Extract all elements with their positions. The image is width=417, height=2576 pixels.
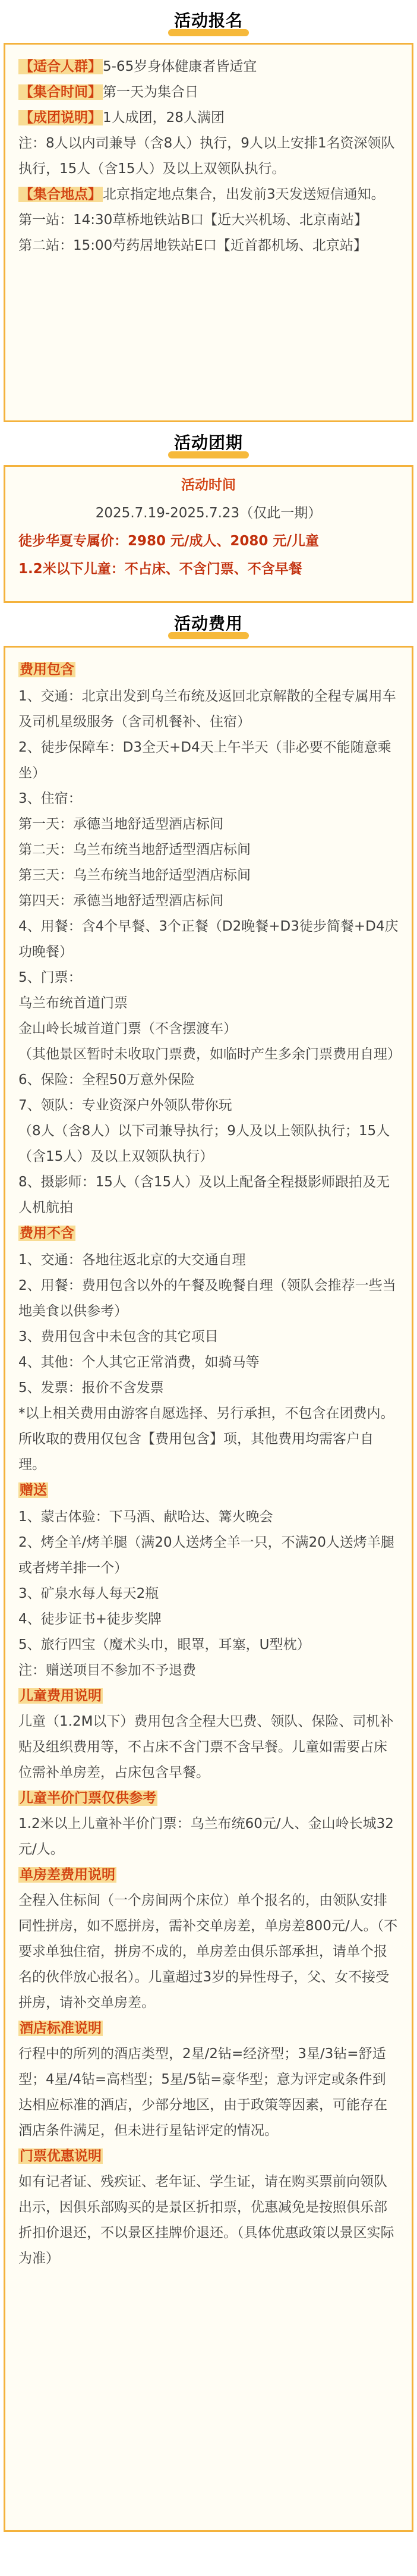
list-item: 2、烤全羊/烤羊腿（满20人送烤全羊一只，不满20人送烤羊腿或者烤羊排一个）: [18, 1535, 394, 1576]
dates: 2025.7.19-2025.7.23（仅此一期）: [95, 505, 322, 521]
list-item: 3、住宿：: [18, 791, 82, 806]
list-item: 第二天：乌兰布统当地舒适型酒店标间: [18, 842, 251, 857]
excluded-heading-row: [18, 1221, 399, 1246]
section-title: 活动团期: [157, 428, 260, 460]
audience-row: [18, 54, 399, 80]
list-item: 8、摄影师：15人（含15人）及以上配备全程摄影师跟拍及无人机航拍: [18, 1174, 390, 1215]
single-room-heading-row: [18, 1862, 399, 1888]
gift-heading-row: [18, 1478, 399, 1503]
gift-heading: 赠送: [20, 1482, 47, 1498]
list-item: 金山岭长城首道门票（不含摆渡车）: [18, 1021, 237, 1036]
child-heading: 儿童费用说明: [20, 1688, 102, 1704]
child-heading-row: [18, 1683, 399, 1709]
group-label: 【成团说明】: [20, 110, 102, 125]
included-heading: 费用包含: [20, 662, 74, 677]
audience-value: 5-65岁身体健康者皆适宜: [103, 59, 257, 74]
list-item: 乌兰布统首道门票: [18, 995, 128, 1011]
excluded-heading: 费用不含: [20, 1226, 74, 1241]
registration-box: [4, 43, 413, 422]
section-header-registration: [0, 0, 417, 43]
hotel-text: 行程中的所列的酒店类型，2星/2钻=经济型；3星/3钻=舒适型；4星/4钻=高档型；5星/5钻=豪华型；意为评定或条件到达相应标准的酒店，少部分地区，由于政策等因素，可能存在酒店条件满足，但未进行星钻评定的情况。: [18, 2046, 387, 2138]
time-heading: 活动时间: [181, 477, 236, 493]
list-item: 4、用餐：含4个早餐、3个正餐（D2晚餐+D3徒步简餐+D4庆功晚餐）: [18, 919, 399, 960]
list-item: 2、用餐：费用包含以外的午餐及晚餐自理（领队会推荐一些当地美食以供参考）: [18, 1278, 396, 1319]
ticket-discount-text: 如有记者证、残疾证、老年证、学生证，请在购买票前向领队出示，因俱乐部购买的是景区折扣票，优惠减免是按照俱乐部折扣价退还，不以景区挂牌价退还。（具体优惠政策以景区实际为准）: [18, 2174, 394, 2266]
list-item: 6、保险：全程50万意外保险: [18, 1072, 195, 1088]
group-value: 1人成团，28人满团: [103, 110, 225, 125]
list-item: *以上相关费用由游客自愿选择、另行承担，不包含在团费内。所收取的费用仅包含【费用包含】项，其他费用均需客户自理。: [18, 1406, 394, 1472]
list-item: 4、其他：个人其它正常消费，如骑马等: [18, 1355, 260, 1370]
list-item: 1、交通：各地往返北京的大交通自理: [18, 1252, 246, 1268]
stop-2: 第二站：15:00芍药居地铁站E口【近首都机场、北京站】: [18, 238, 367, 253]
list-item: 第一天：承德当地舒适型酒店标间: [18, 816, 223, 832]
gather-time-label: 【集合时间】: [20, 84, 102, 100]
section-header-fees: [0, 603, 417, 646]
hotel-heading-row: [18, 2016, 399, 2041]
gather-time-value: 第一天为集合日: [103, 84, 198, 100]
list-item: 第四天：承德当地舒适型酒店标间: [18, 893, 223, 909]
list-item: 1、交通：北京出发到乌兰布统及返回北京解散的全程专属用车及司机星级服务（含司机餐补、住宿）: [18, 689, 396, 730]
list-item: （其他景区暂时未收取门票费，如临时产生多余门票费用自理）: [18, 1047, 401, 1062]
list-item: 3、费用包含中未包含的其它项目: [18, 1329, 219, 1344]
list-item: 注：赠送项目不参加不予退费: [18, 1663, 196, 1678]
single-room-text: 全程入住标间（一个房间两个床位）单个报名的，由领队安排同性拼房，如不愿拼房，需补交单房差，单房差800元/人。（不要求单独住宿，拼房不成的，单房差由俱乐部承担，请单个报名的伙伴放心报名）。儿童超过3岁的异性母子，父、女不接受拼房，请补交单房差。: [18, 1893, 398, 2010]
list-item: （8人（含8人）以下司兼导执行；9人及以上领队执行；15人（含15人）及以上双领队执行）: [18, 1123, 390, 1164]
stop-1: 第一站：14:30草桥地铁站B口【近大兴机场、北京南站】: [18, 212, 368, 228]
list-item: 第三天：乌兰布统当地舒适型酒店标间: [18, 868, 251, 883]
list-item: 2、徒步保障车：D3全天+D4天上午半天（非必要不能随意乘坐）: [18, 740, 391, 781]
ticket-discount-heading-row: [18, 2144, 399, 2169]
list-item: 5、旅行四宝（魔术头巾，眼罩，耳塞，U型枕）: [18, 1637, 311, 1653]
half-ticket-heading: 儿童半价门票仅供参考: [20, 1790, 156, 1806]
gift-list: [18, 1504, 399, 1683]
price-child: 1.2米以下儿童：不占床、不含门票、不含早餐: [18, 561, 302, 577]
place-value: 北京指定地点集合，出发前3天发送短信通知。: [103, 187, 385, 202]
group-row: [18, 105, 399, 131]
list-item: 1、蒙古体验：下马酒、献哈达、篝火晚会: [18, 1509, 273, 1525]
list-item: 4、徒步证书+徒步奖牌: [18, 1611, 162, 1627]
ticket-discount-heading: 门票优惠说明: [20, 2148, 102, 2164]
excluded-list: [18, 1248, 399, 1478]
list-item: 5、门票：: [18, 970, 82, 985]
list-item: 7、领队：专业资深户外领队带你玩: [18, 1098, 232, 1113]
single-room-heading: 单房差费用说明: [20, 1867, 115, 1883]
place-row: [18, 182, 399, 208]
half-ticket-heading-row: [18, 1786, 399, 1811]
included-heading-row: [18, 657, 399, 683]
list-item: 3、矿泉水每人每天2瓶: [18, 1586, 159, 1601]
section-title: 活动报名: [157, 5, 260, 37]
half-ticket-text: 1.2米以上儿童补半价门票：乌兰布统60元/人、金山岭长城32元/人。: [18, 1816, 394, 1857]
included-list: [18, 684, 399, 1221]
place-label: 【集合地点】: [20, 187, 102, 202]
list-item: 5、发票：报价不含发票: [18, 1380, 164, 1396]
audience-label: 【适合人群】: [20, 59, 102, 74]
hotel-heading: 酒店标准说明: [20, 2021, 102, 2036]
schedule-box: [4, 465, 413, 603]
section-title: 活动费用: [157, 608, 260, 640]
section-header-schedule: [0, 422, 417, 465]
gather-time-row: [18, 80, 399, 105]
group-note: 注：8人以内司兼导（含8人）执行，9人以上安排1名资深领队执行，15人（含15人）及以上双领队执行。: [18, 136, 395, 177]
child-text: 儿童（1.2M以下）费用包含全程大巴费、领队、保险、司机补贴及组织费用等，不占床不含门票不含早餐。儿童如需要占床位需补单房差，占床包含早餐。: [18, 1714, 394, 1780]
price-adult: 徒步华夏专属价：2980 元/成人、2080 元/儿童: [18, 533, 319, 549]
fees-box: [4, 646, 413, 2532]
